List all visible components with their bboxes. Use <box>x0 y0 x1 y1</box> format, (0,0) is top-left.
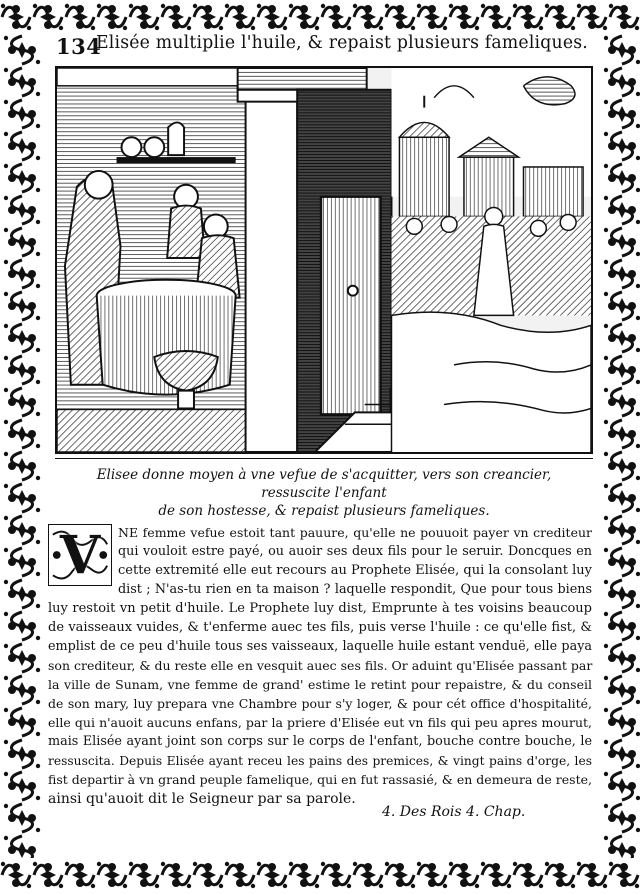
body-line: luy restoit vn petit d'huile. Le Prophete luy dist, Emprunte à tes voisins beaucoup <box>48 601 592 616</box>
woodcut-illustration <box>55 66 593 454</box>
body-line: NE femme vefue estoit tant pauure, qu'elle ne pouuoit payer vn crediteur <box>118 525 592 540</box>
body-line: dist ; N'as-tu rien en ta maison ? laquelle respondit, Que pour tous biens <box>118 582 592 597</box>
caption-line-1: Elisee donne moyen à vne vefue de s'acquitter, vers son creancier, ressuscite l'enfant <box>96 467 552 501</box>
body-line: de vaisseaux vuides, & t'enferme auec tes fils, puis verse l'huile : ce qu'elle fist, & <box>48 620 592 635</box>
body-line: fist departir à vn grand peuple famelique, qui en fut rassasié, & en demeura de reste, <box>48 772 592 787</box>
body-line: la ville de Sunam, vne femme de grand' estime le retint pour repaistre, & du conseil <box>48 677 592 692</box>
body-line: qui vouloit estre payé, ou auoir ses deux fils pour le seruir. Doncques en <box>118 544 592 559</box>
drop-cap <box>48 524 112 586</box>
body-line: ainsi qu'auoit dit le Seigneur par sa parole. <box>48 791 356 807</box>
body-line: emplist de ce peu d'huile tous ses vaisseaux, laquelle huile estant venduë, elle paya <box>48 639 592 654</box>
caption-rule <box>55 458 593 459</box>
body-line: mais Elisée ayant joint son corps sur le corps de l'enfant, bouche contre bouche, le <box>48 734 592 749</box>
caption-line-2: de son hostesse, & repaist plusieurs fameliques. <box>158 503 490 519</box>
page-title: Elisée multiplie l'huile, & repaist plusieurs fameliques. <box>96 33 588 53</box>
ornamental-border-right <box>600 34 640 858</box>
ornamental-border-left <box>0 34 44 858</box>
illustration-caption <box>60 466 588 520</box>
body-line: elle qui n'auoit aucuns enfans, par la priere d'Elisée eut vn fils qui peu apres mourut, <box>48 715 592 730</box>
body-line: ressuscita. Depuis Elisée ayant receu les pains des premices, & vingt pains d'orge, les <box>48 754 592 768</box>
body-line: cette extremité elle eut recours au Prophete Elisée, qui la consolant luy <box>118 563 592 578</box>
scripture-reference: 4. Des Rois 4. Chap. <box>382 804 526 820</box>
ornamental-border-bottom <box>0 858 640 895</box>
body-line: son crediteur, & du reste elle en vesquit auec ses fils. Or aduint qu'Elisée passant par <box>48 658 593 673</box>
page-number: 134 <box>56 34 102 59</box>
ornamental-border-top <box>0 0 640 34</box>
drop-cap-letter: V <box>59 524 101 586</box>
body-line: de son mary, luy prepara vne Chambre pour s'y loger, & pour cét office d'hospitalité, <box>48 696 592 711</box>
